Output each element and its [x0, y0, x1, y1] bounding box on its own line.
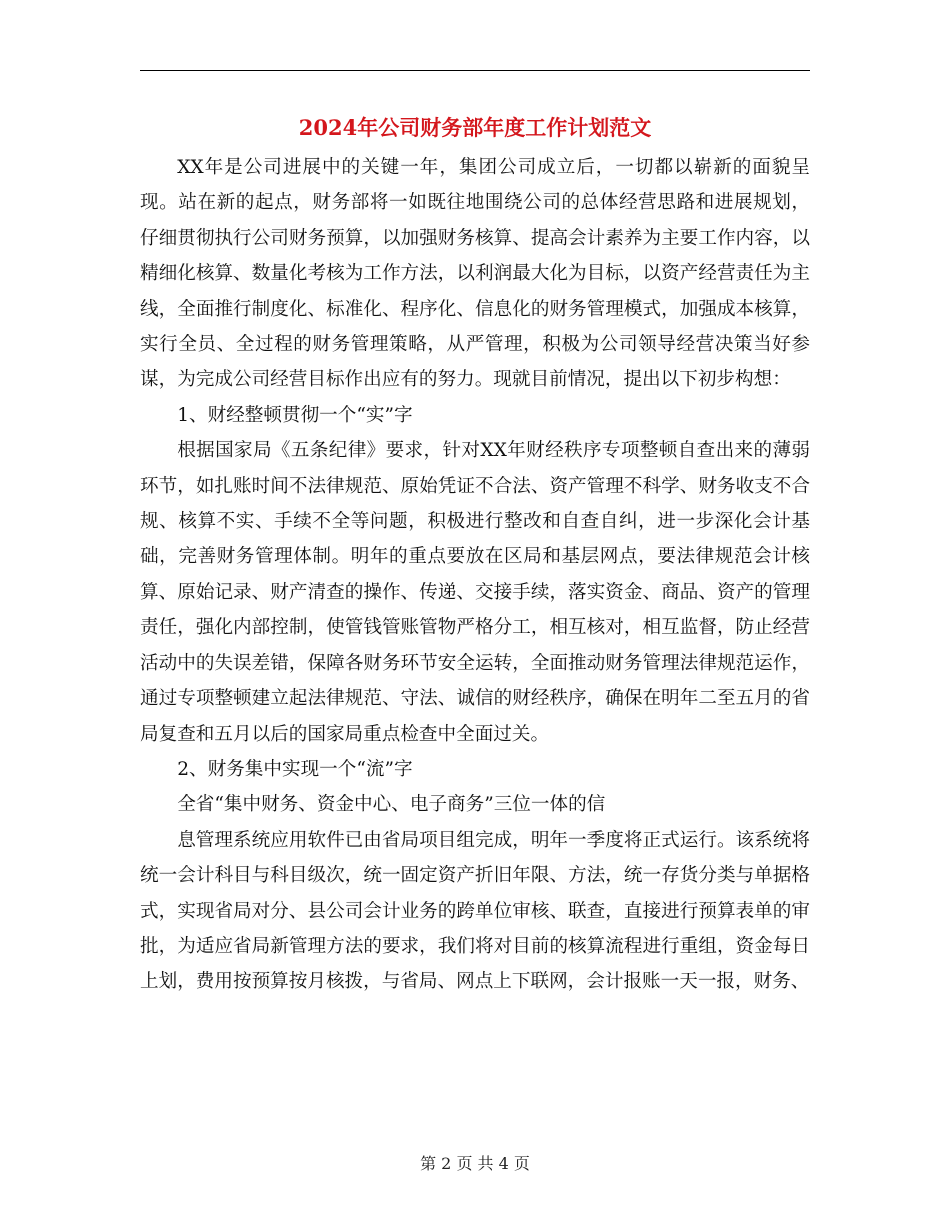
section-2-paragraph-a: 全省“集中财务、资金中心、电子商务”三位一体的信 [177, 794, 606, 816]
section-heading-2: 2、财务集中实现一个“流”字 [177, 758, 413, 780]
intro-paragraph: XX年是公司进展中的关键一年，集团公司成立后，一切都以崭新的面貌呈现。站在新的起点，财务部将一如既往地围绕公司的总体经营思路和进展规划， 仔细贯彻执行公司财务预算，以加强财务核算、提高会计素养为主要工作内容，以精细化核算、数量化考核为工作方法，以利润最大化为目标，以资产经营责任为主线，全面推行制度化、标准化、程序化、信息化的财务管理模式，加强成本核算，实行全员、全过程的财务管理策略，从严管理，积极为公司领导经营决策当好参谋，为完成公司经营目标作出应有的努力。现就目前情况，提出以下初步构想： [140, 157, 810, 391]
section-1-paragraph: 根据国家局《五条纪律》要求，针对XX年财经秩序专项整顿自查出来的薄弱环节，如扎账时间不法律规范、原始凭证不合法、资产管理不科学、财务收支不合规、核算不实、手续不全等问题，积极进行整改和自查自纠，进一步深化会计基础，完善财务管理体制。明年的重点要放在区局和基层网点，要法律规范会计核算、原始记录、财产清查的操作、传递、交接手续，落实资金、商品、资产的管理责任，强化内部控制，使管钱管账管物严格分工，相互核对，相互监督，防止经营活动中的失误差错，保障各财务环节安全运转，全面推动财务管理法律规范运作，通过专项整顿建立起法律规范、守法、诚信的财经秩序，确保在明年二至五月的省局复查和五月以后的国家局重点检查中全面过关。 [140, 440, 810, 745]
page-number: 第 2 页 共 4 页 [420, 1154, 530, 1173]
header-rule [140, 70, 810, 71]
document-body [140, 150, 810, 1000]
section-2-paragraph-b: 息管理系统应用软件已由省局项目组完成，明年一季度将正式运行。该系统将统一会计科目与科目级次，统一固定资产折旧年限、方法，统一存货分类与单据格式，实现省局对分、县公司会计业务的跨单位审核、联查，直接进行预算表单的审批，为适应省局新管理方法的要求，我们将对目前的核算流程进行重组，资金每日上划，费用按预算按月核拨，与省局、网点上下联网，会计报账一天一报，财务、 [140, 829, 810, 993]
section-heading-1: 1、财经整顿贯彻一个“实”字 [177, 404, 413, 426]
document-title: 2024年公司财务部年度工作计划范文 [298, 115, 652, 140]
